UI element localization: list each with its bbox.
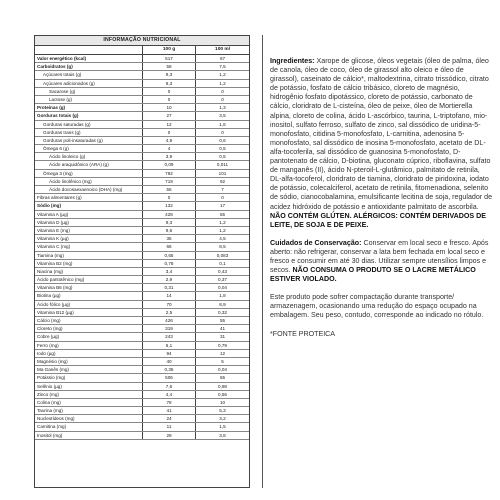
value-per-100ml: 31 (219, 334, 226, 340)
conservation-paragraph (270, 239, 492, 284)
value-per-100g: 9,3 (143, 219, 196, 226)
value-per-100g: 719 (143, 178, 196, 185)
nutrient-name: Ácido linolênico (mg) (35, 178, 143, 185)
ingredients-paragraph (270, 57, 492, 230)
nutrition-row (35, 153, 249, 161)
value-per-100ml: 8,5 (219, 244, 226, 250)
value-per-100g: 27 (143, 112, 196, 119)
nutrition-row (35, 235, 249, 243)
nutrient-name: Iodo (µg) (35, 350, 143, 357)
nutrition-row (35, 309, 249, 317)
value-per-100g: 9,3 (143, 80, 196, 87)
nutrition-row (35, 399, 249, 407)
value-per-100ml: 0 (221, 195, 224, 201)
nutrition-row (35, 432, 249, 440)
nutrient-name: Carboidratos (g) (35, 63, 143, 70)
value-per-100g: 0 (143, 194, 196, 201)
ingredients-heading: Ingredientes: (270, 57, 315, 65)
value-per-100ml: 55 (219, 318, 226, 323)
value-per-100g: 319 (143, 325, 196, 332)
nutrient-name: Fibras alimentares (g) (35, 194, 143, 201)
value-per-100ml: 0 (221, 96, 224, 102)
value-per-100ml: 0,04 (218, 367, 227, 373)
nutrient-name: Inositol (mg) (35, 432, 143, 439)
value-per-100g: 426 (143, 317, 196, 324)
nutrition-row (35, 71, 249, 79)
nutrition-table-header (35, 46, 249, 55)
value-per-100g: 0,09 (143, 161, 196, 168)
nutrient-name: Gorduras saturadas (g) (35, 121, 143, 128)
value-per-100g: 4,9 (143, 137, 196, 144)
value-per-100ml: 17 (219, 203, 226, 209)
nutrient-name: Vitamina B6 (mg) (35, 284, 143, 291)
nutrient-name: Sacarose (g) (35, 88, 143, 95)
nutrient-name: Ômega 3 (mg) (35, 170, 143, 177)
value-per-100g: 792 (143, 170, 196, 177)
value-per-100ml: 41 (219, 326, 226, 332)
nutrient-name: Vitamina C (mg) (35, 243, 143, 250)
value-per-100ml: 1,6 (219, 121, 226, 127)
value-per-100g: 94 (143, 350, 196, 357)
nutrition-table-title: INFORMAÇÃO NUTRICIONAL (35, 36, 249, 46)
value-per-100g: 3,4 (143, 268, 196, 275)
value-per-100g: 6,1 (143, 342, 196, 349)
value-per-100g: 10 (143, 104, 196, 111)
nutrient-name: Vitamina A (µg) (35, 211, 143, 218)
nutrition-row (35, 350, 249, 358)
value-per-100ml: 1,2 (219, 227, 226, 233)
value-per-100ml: 0 (221, 88, 224, 94)
nutrient-name: Nucleotídeos (mg) (35, 415, 143, 422)
nutrient-name: Vitamina E (mg) (35, 227, 143, 234)
nutrition-row (35, 276, 249, 284)
value-per-100ml: 1,2 (219, 80, 226, 86)
value-per-100g: 428 (143, 211, 196, 218)
value-per-100g: 2,9 (143, 276, 196, 283)
nutrition-row (35, 383, 249, 391)
value-per-100ml: 0,56 (218, 391, 227, 397)
value-per-100g: 7,6 (143, 383, 196, 390)
value-per-100g: 9,3 (143, 71, 196, 78)
nutrition-row (35, 121, 249, 129)
nutrition-table-body (35, 55, 249, 440)
nutrient-name: Taurina (mg) (35, 407, 143, 414)
value-per-100ml: 0,37 (218, 277, 227, 283)
value-per-100ml: 10 (219, 399, 226, 405)
value-per-100ml: 0,5 (219, 154, 226, 160)
value-per-100g: 55 (143, 186, 196, 193)
value-per-100g: 517 (143, 55, 196, 62)
nutrient-name: Gorduras totais (g) (35, 112, 143, 119)
header-per-100g: 100 g (143, 46, 196, 54)
nutrient-name: Niacina (mg) (35, 268, 143, 275)
seal-warning: NÃO CONSUMA O PRODUTO SE O LACRE METÁLICO ESTIVER VIOLADO. (270, 266, 476, 284)
nutrient-name: Tiamina (mg) (35, 252, 143, 259)
nutrient-name: Biotina (µg) (35, 292, 143, 299)
nutrient-name: Colina (mg) (35, 399, 143, 406)
nutrient-name: Sódio (mg) (35, 202, 143, 209)
nutrient-name: Valor energético (kcal) (35, 55, 143, 62)
value-per-100g: 70 (143, 301, 196, 308)
value-per-100g: 243 (143, 333, 196, 340)
nutrition-row (35, 145, 249, 153)
value-per-100g: 11 (143, 423, 196, 430)
compaction-note: Este produto pode sofrer compactação durante transporte/ armazenagem, ocasionando uma redução do espaço ocupado na embalagem. Seu peso, contudo, corresponde ao indicado no rótulo. (270, 293, 484, 320)
value-per-100ml: 0,011 (216, 162, 229, 168)
protein-source-footnote: *FONTE PROTEICA (270, 329, 336, 338)
nutrition-row (35, 325, 249, 333)
nutrient-name: Ácido fólico (µg) (35, 301, 143, 308)
value-per-100ml: 55 (219, 211, 226, 217)
value-per-100ml: 0,32 (218, 309, 227, 315)
nutrition-row (35, 96, 249, 104)
value-per-100ml: 0,79 (218, 342, 227, 348)
value-per-100g: 0,35 (143, 366, 196, 373)
value-per-100ml: 0,04 (218, 285, 227, 291)
value-per-100ml: 92 (219, 178, 226, 184)
value-per-100ml: 101 (218, 170, 227, 176)
nutrition-row (35, 178, 249, 186)
nutrition-row (35, 243, 249, 251)
column-divider (262, 35, 263, 488)
nutrient-name: Açúcares totais (g) (35, 71, 143, 78)
value-per-100g: 41 (143, 407, 196, 414)
nutrient-name: Vitamina B12 (µg) (35, 309, 143, 316)
value-per-100ml: 3,2 (219, 416, 226, 422)
nutrient-name: Ácido linoleico (g) (35, 153, 143, 160)
nutrient-name: Vitamina D (µg) (35, 219, 143, 226)
header-nutrient-column (35, 46, 143, 54)
nutrition-row (35, 268, 249, 276)
nutrition-row (35, 104, 249, 112)
value-per-100ml: 0,1 (219, 260, 226, 266)
value-per-100ml: 1,3 (219, 105, 226, 111)
nutrition-row (35, 219, 249, 227)
value-per-100g: 0,65 (143, 252, 196, 259)
nutrient-name: Zinco (mg) (35, 391, 143, 398)
value-per-100g: 0,78 (143, 260, 196, 267)
nutrition-row (35, 342, 249, 350)
nutrient-name: Proteínas (g) (35, 104, 143, 111)
value-per-100ml: 8,9 (219, 301, 226, 307)
nutrient-name: Ácido docosaexaenoico (DHA) (mg) (35, 186, 143, 193)
nutrition-row (35, 80, 249, 88)
value-per-100g: 4 (143, 145, 196, 152)
nutrition-row (35, 88, 249, 96)
value-per-100g: 9,6 (143, 227, 196, 234)
product-label (4, 35, 496, 490)
value-per-100ml: 3,5 (219, 113, 226, 119)
nutrient-name: Açúcares adicionados (g) (35, 80, 143, 87)
value-per-100ml: 1,2 (219, 219, 226, 225)
value-per-100ml: 65 (219, 375, 226, 381)
nutrient-name: Ma Ganês (mg) (35, 366, 143, 373)
nutrient-name: Carnitina (mg) (35, 423, 143, 430)
nutrient-name: Vitamina B2 (mg) (35, 260, 143, 267)
nutrient-name: Selênio (µg) (35, 383, 143, 390)
value-per-100g: 66 (143, 243, 196, 250)
nutrition-row (35, 55, 249, 63)
value-per-100g: 0,31 (143, 284, 196, 291)
nutrition-row (35, 407, 249, 415)
nutrient-name: Ácido araquidônico (ARA) (g) (35, 161, 143, 168)
value-per-100ml: 0 (221, 129, 224, 135)
conservation-text: Conservar em local seco e fresco. Após aberto: não refrigerar, conservar a lata bem fechada em local seco e fresco e consumir em até 30 dias. Utilizar sempre utensílios limpos e secos. (270, 238, 489, 275)
nutrient-name: Cloreto (mg) (35, 325, 143, 332)
value-per-100ml: 5 (221, 358, 224, 364)
nutrient-name: Potássio (mg) (35, 374, 143, 381)
nutrient-name: Gorduras trans (g) (35, 129, 143, 136)
nutrient-name: Ferro (mg) (35, 342, 143, 349)
nutrition-row (35, 391, 249, 399)
ingredients-text: Xarope de glicose, óleos vegetais (óleo de palma, óleo de canola, óleo de coco, óleo de girassol alto oleico e óleo de girassol), caseinato de cálcio*, maltodextrina, citrato trissódico, citrato de potássio, fosfato de cálcio tribásico, cloreto de magnésio, hidrogênio fosfato dipotássico, cloreto de potássio, carbonato de cálcio, cloridrato de L-cisteína, óleo de peixe, óleo de Mortierella alpina, cloreto de colina, ácido L-ascórbico, taurina, L-triptofano, mio-inositol, sulfato ferroso, sulfato de zinco, sal dissódico de uridina-5-monofosfato, citidina 5-monofosfato, L-carnitina, adenosina 5-monofosfato, sal dissódico de inosina 5-monofosfato, acetato de DL-alfa-tocoferila, sal dissódico de guanosina 5-monofosfato, D-pantotenato de cálcio, D-biotina, gluconato cúprico, riboflavina, sulfato de manganês (II), ácido N-pteroil-L-glutâmico, palmitato de retinila, DL-alfa-tocoferol, cloridrato de tiamina, cloridrato de piridoxina, iodato de potássio, colecalciferol, acetato de retinila, fitomenadiona, selenito de sódio, cianocobalamina, emulsificante lecitina de soja, regulador de acidez hidróxido de potássio e antioxidante palmitato de ascorbila. (270, 57, 493, 211)
nutrition-row (35, 129, 249, 137)
nutrition-row (35, 317, 249, 325)
nutrition-row (35, 358, 249, 366)
header-per-100ml: 100 ml (215, 47, 230, 52)
nutrition-row (35, 366, 249, 374)
value-per-100g: 40 (143, 358, 196, 365)
nutrition-row (35, 186, 249, 194)
value-per-100ml: 0,5 (219, 146, 226, 152)
value-per-100ml: 12 (219, 350, 226, 356)
nutrition-row (35, 202, 249, 210)
nutrition-row (35, 161, 249, 169)
nutrient-name: Ácido pantotênico (mg) (35, 276, 143, 283)
allergen-warning: NÃO CONTÉM GLÚTEN. ALÉRGICOS: CONTÉM DERIVADOS DE LEITE, DE SOJA E DE PEIXE. (270, 211, 486, 229)
value-per-100g: 132 (143, 202, 196, 209)
nutrition-row (35, 137, 249, 145)
nutrition-row (35, 292, 249, 300)
value-per-100ml: 0,43 (218, 268, 227, 274)
value-per-100g: 3,9 (143, 153, 196, 160)
nutrition-row (35, 170, 249, 178)
value-per-100g: 29 (143, 432, 196, 439)
value-per-100ml: 7 (221, 187, 224, 192)
value-per-100g: 0 (143, 129, 196, 136)
value-per-100g: 24 (143, 415, 196, 422)
nutrient-name: Magnésio (mg) (35, 358, 143, 365)
value-per-100g: 0 (143, 96, 196, 103)
value-per-100ml: 4,5 (219, 236, 226, 242)
value-per-100ml: 1,8 (219, 293, 226, 299)
nutrition-row (35, 374, 249, 382)
value-per-100g: 506 (143, 374, 196, 381)
value-per-100ml: 1,2 (219, 72, 226, 78)
nutrition-row (35, 333, 249, 341)
value-per-100ml: 67 (219, 56, 226, 61)
value-per-100ml: 7,5 (219, 64, 226, 70)
nutrient-name: Gorduras poli-insaturadas (g) (35, 137, 143, 144)
value-per-100ml: 0,083 (216, 252, 229, 258)
nutrient-name: Cobre (µg) (35, 333, 143, 340)
value-per-100ml: 0,98 (218, 383, 227, 389)
value-per-100g: 78 (143, 399, 196, 406)
nutrition-row (35, 301, 249, 309)
value-per-100ml: 3,8 (219, 432, 226, 438)
nutrition-row (35, 284, 249, 292)
value-per-100g: 12 (143, 121, 196, 128)
nutrient-name: Vitamina K (µg) (35, 235, 143, 242)
value-per-100g: 35 (143, 235, 196, 242)
nutrition-row (35, 112, 249, 120)
label-text-column (270, 57, 492, 348)
nutrition-row (35, 227, 249, 235)
value-per-100ml: 0,6 (219, 137, 226, 143)
nutrition-row (35, 63, 249, 71)
nutrient-name: Lactose (g) (35, 96, 143, 103)
value-per-100g: 58 (143, 63, 196, 70)
nutrition-row (35, 252, 249, 260)
value-per-100g: 2,5 (143, 309, 196, 316)
conservation-heading: Cuidados de Conservação: (270, 238, 362, 247)
nutrition-row (35, 423, 249, 431)
nutrient-name: Cálcio (mg) (35, 317, 143, 324)
value-per-100ml: 5,3 (219, 408, 226, 414)
value-per-100g: 0 (143, 88, 196, 95)
nutrition-row (35, 194, 249, 202)
nutrition-row (35, 415, 249, 423)
value-per-100ml: 1,5 (219, 424, 226, 430)
nutrient-name: Ômega 6 (g) (35, 145, 143, 152)
value-per-100g: 14 (143, 292, 196, 299)
nutrition-facts-table (34, 35, 250, 488)
nutrition-row (35, 211, 249, 219)
value-per-100g: 4,4 (143, 391, 196, 398)
nutrition-row (35, 260, 249, 268)
